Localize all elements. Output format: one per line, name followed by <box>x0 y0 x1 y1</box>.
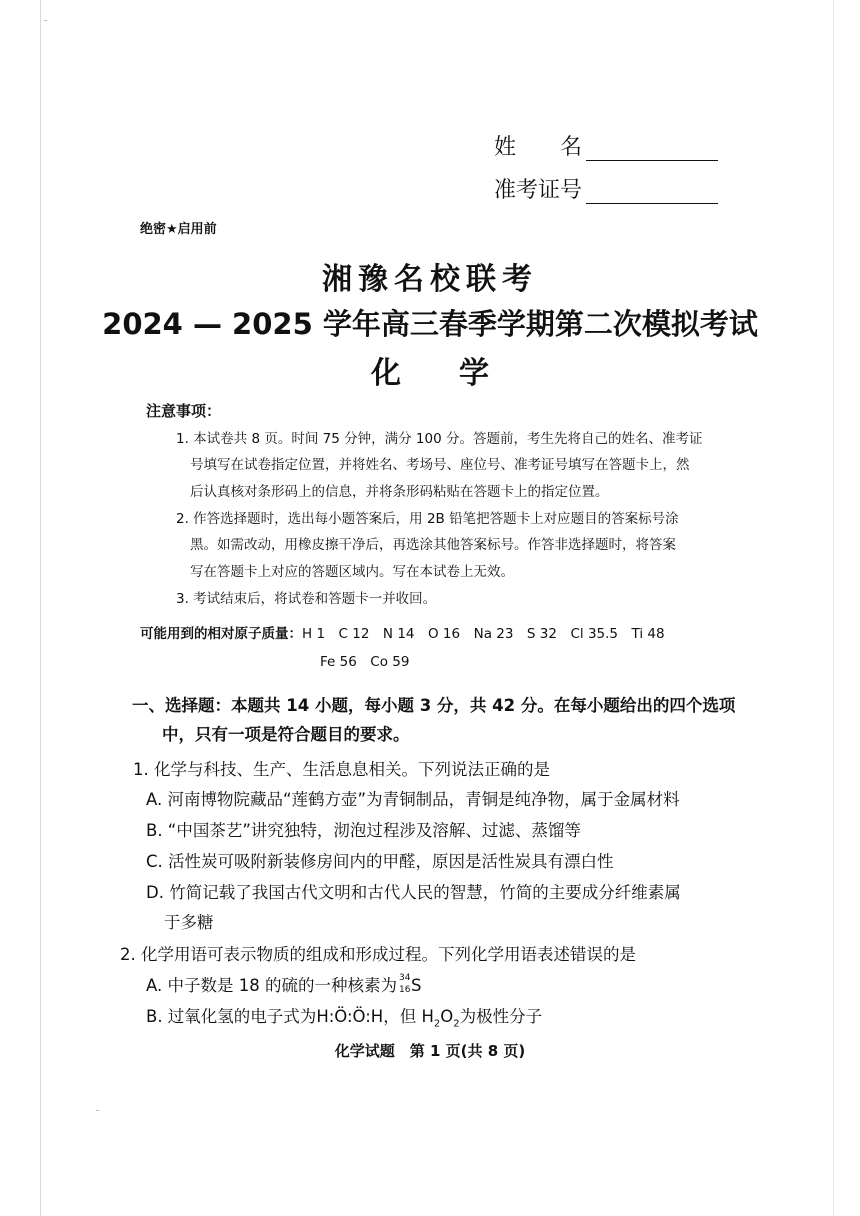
question-2-option-a: A. 中子数是 18 的硫的一种核素为 34 16 S <box>146 972 422 995</box>
notice-heading: 注意事项： <box>146 402 222 420</box>
exam-id-field <box>494 173 718 204</box>
notice-line: 后认真核对条形码上的信息，并将条形码粘贴在答题卡上的指定位置。 <box>190 484 609 500</box>
notice-line: 黑。如需改动，用橡皮擦干净后，再选涂其他答案标号。作答非选择题时，将答案 <box>190 537 676 553</box>
name-field <box>494 130 718 161</box>
question-2-option-b: B. 过氧化氢的电子式为H:Ö:Ö:H，但 $H_2O_2$为极性分子 <box>146 1007 543 1030</box>
name-blank[interactable] <box>586 136 718 161</box>
question-1-option-d-cont: 于多糖 <box>164 913 214 932</box>
scan-speck <box>44 20 47 21</box>
notice-line: 2. 作答选择题时，选出每小题答案后，用 2B 铅笔把答题卡上对应题目的答案标号涂 <box>176 511 679 527</box>
atomic-masses-label: 可能用到的相对原子质量： <box>140 626 302 642</box>
atomic-masses-line <box>140 622 665 642</box>
section-heading: 一、选择题：本题共 14 小题，每小题 3 分，共 42 分。在每小题给出的四个选项 <box>132 696 736 715</box>
nuclide-notation: 34 16 <box>398 972 411 995</box>
question-1-option-c: C. 活性炭可吸附新装修房间内的甲醛，原因是活性炭具有漂白性 <box>146 852 614 871</box>
question-1-stem: 1. 化学与科技、生产、生活息息相关。下列说法正确的是 <box>133 760 550 779</box>
exam-title: 2024 — 2025 学年高三春季学期第二次模拟考试 <box>102 307 758 341</box>
question-2-stem: 2. 化学用语可表示物质的组成和形成过程。下列化学用语表述错误的是 <box>120 945 636 964</box>
electron-formula: H:Ö:Ö:H <box>316 1007 384 1026</box>
question-1-option-a: A. 河南博物院藏品“莲鹤方壶”为青铜制品，青铜是纯净物，属于金属材料 <box>146 790 680 809</box>
section-heading-cont: 中，只有一项是符合题目的要求。 <box>162 725 410 744</box>
page-edge-right <box>833 0 834 1216</box>
notice-line: 写在答题卡上对应的答题区域内。写在本试卷上无效。 <box>190 564 514 580</box>
exam-id-blank[interactable] <box>586 179 718 204</box>
exam-id-label: 准考证号 <box>494 178 583 203</box>
atomic-masses-values: H 1 C 12 N 14 O 16 Na 23 S 32 Cl 35.5 Ti 48 <box>302 626 665 642</box>
notice-line: 1. 本试卷共 8 页。时间 75 分钟，满分 100 分。答题前，考生先将自己的姓名、准考证 <box>176 431 703 447</box>
subject-title: 化 学 <box>371 356 489 391</box>
atomic-masses-values-2: Fe 56 Co 59 <box>320 654 410 670</box>
page-footer: 化学试题 第 1 页(共 8 页) <box>334 1042 526 1060</box>
notice-line: 3. 考试结束后，将试卷和答题卡一并收回。 <box>176 591 437 607</box>
page-edge-left <box>40 0 41 1216</box>
name-label: 姓 名 <box>494 135 583 160</box>
confidential-mark: 绝密★启用前 <box>140 222 217 237</box>
scan-speck <box>96 1110 99 1111</box>
question-1-option-d: D. 竹简记载了我国古代文明和古代人民的智慧，竹简的主要成分纤维素属 <box>146 883 681 902</box>
exam-organizer-title: 湘豫名校联考 <box>322 262 538 297</box>
notice-line: 号填写在试卷指定位置，并将姓名、考场号、座位号、准考证号填写在答题卡上，然 <box>190 457 690 473</box>
question-1-option-b: B. “中国茶艺”讲究独特，沏泡过程涉及溶解、过滤、蒸馏等 <box>146 821 581 840</box>
